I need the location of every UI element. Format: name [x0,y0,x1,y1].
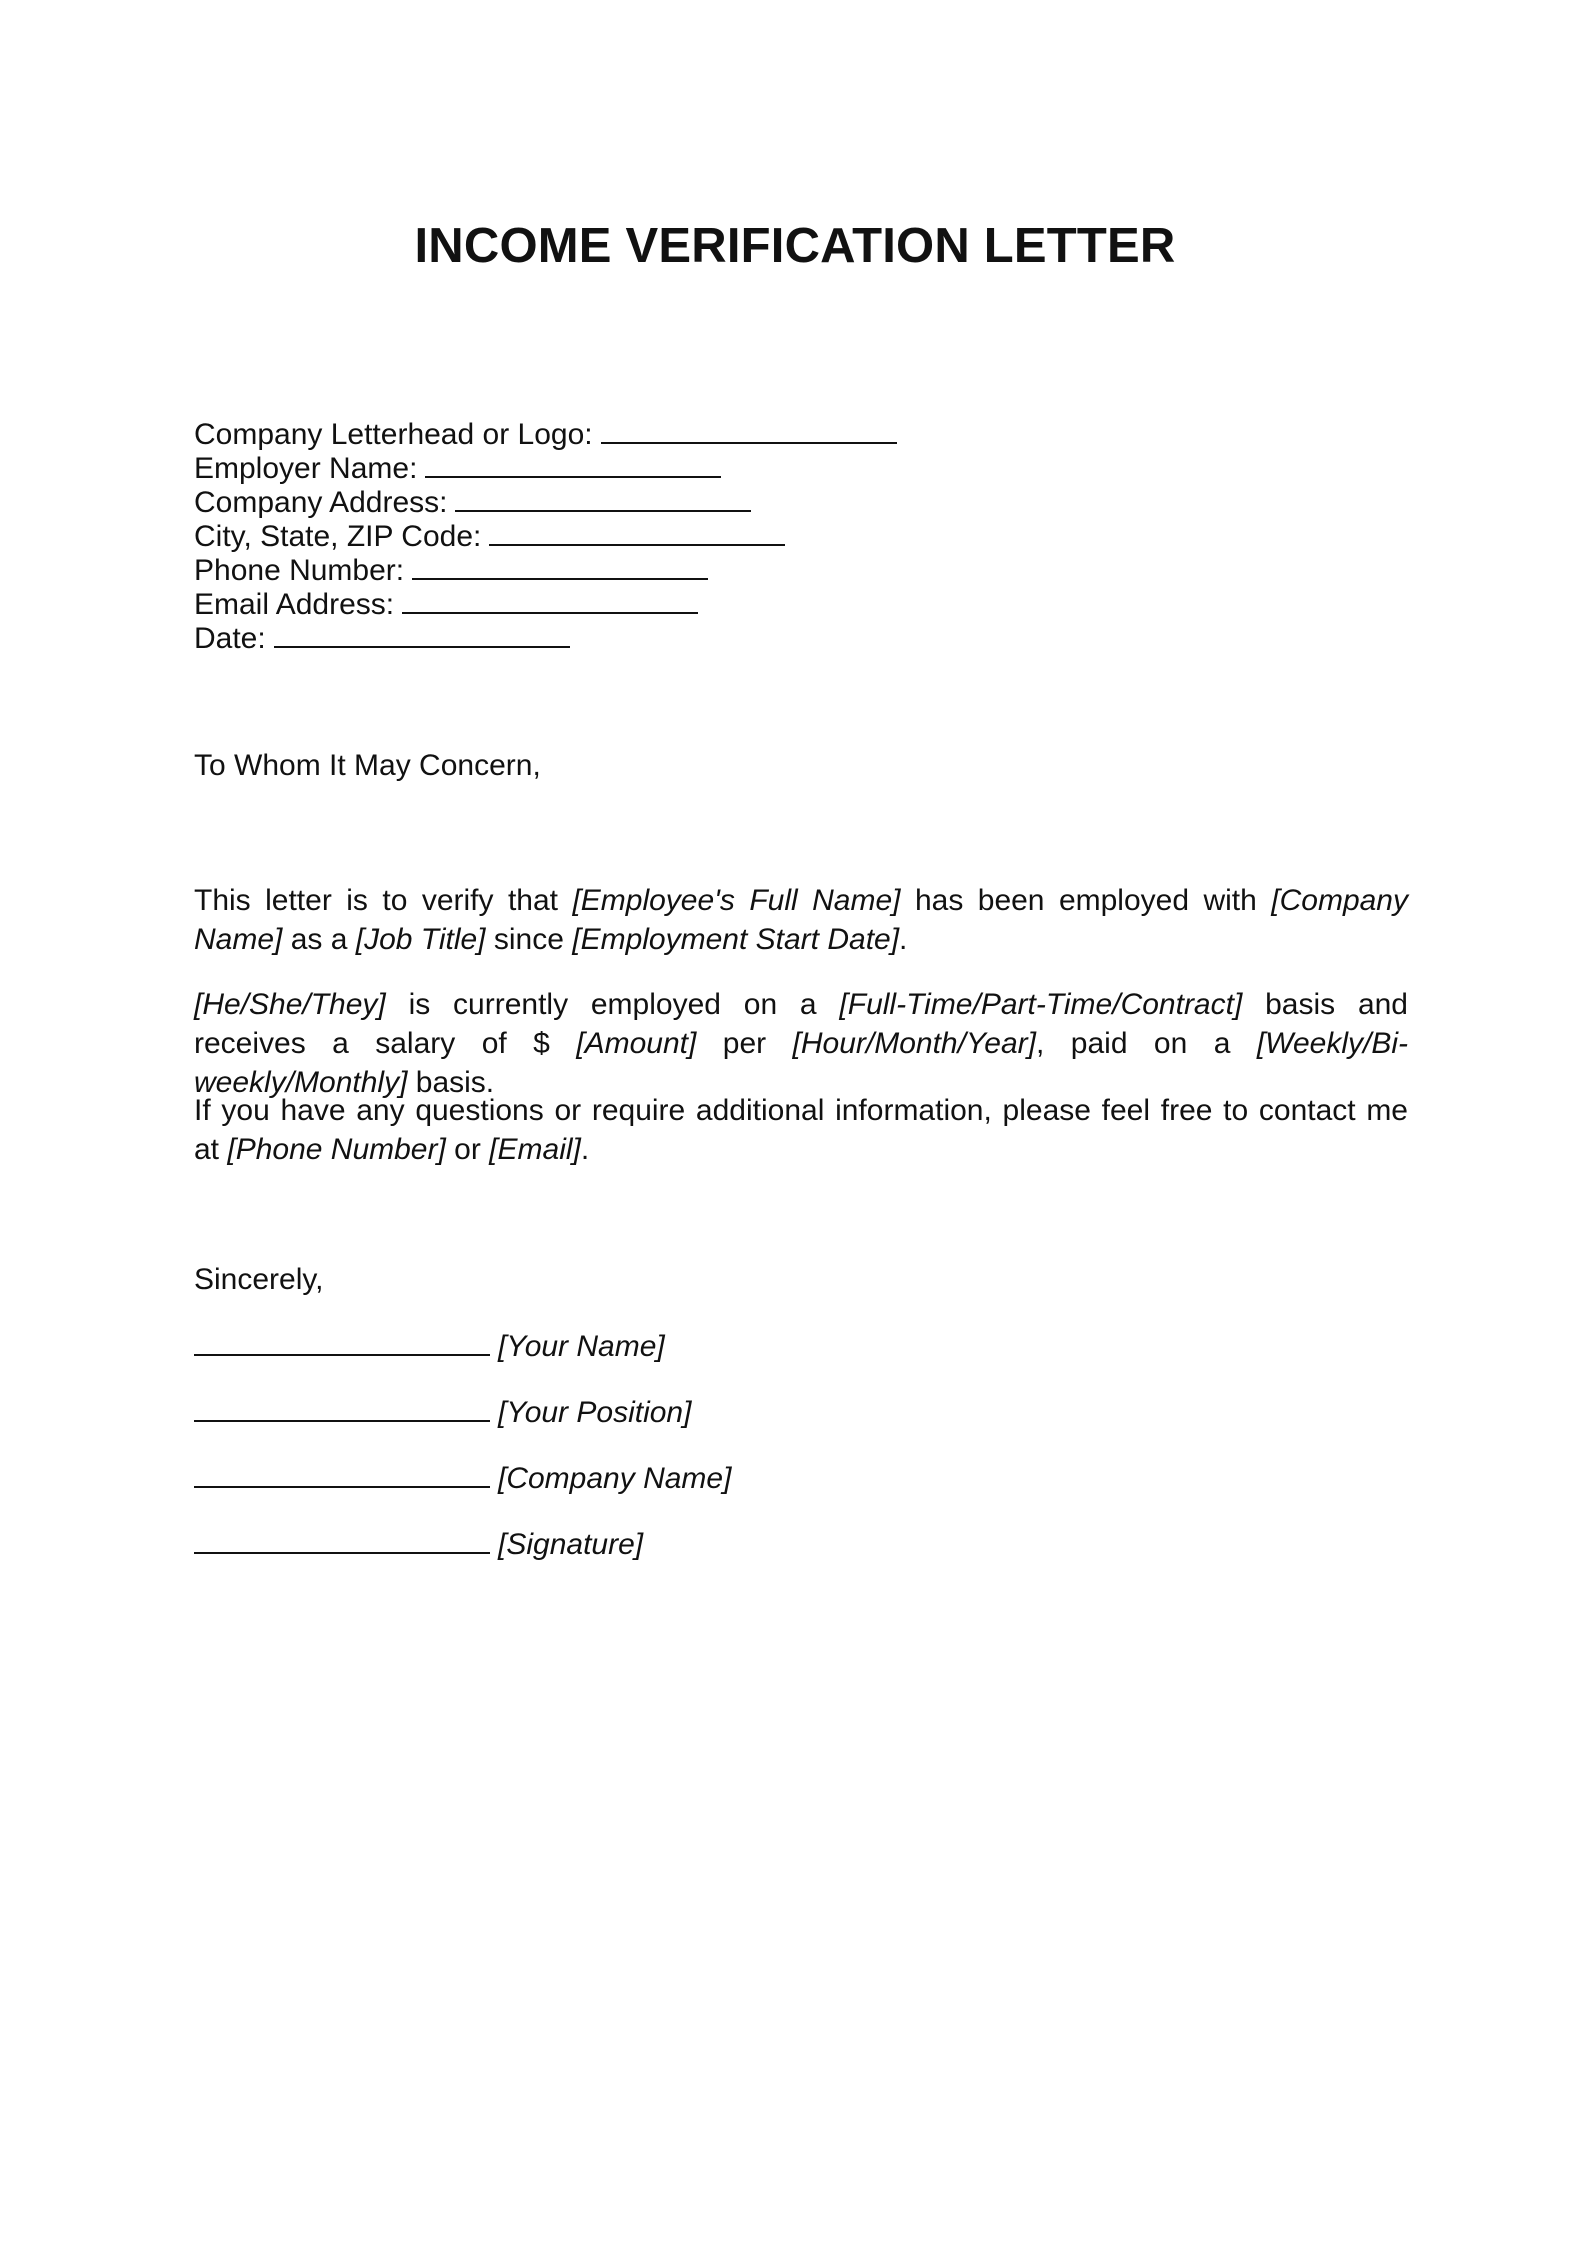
text: since [485,923,573,956]
signature-label: [Your Name] [498,1330,665,1363]
fill-in-blank[interactable] [402,588,698,614]
field-label: Company Address: [194,486,448,519]
document-title: INCOME VERIFICATION LETTER [414,219,1176,273]
paragraph-contact [194,1091,1408,1169]
text: . [580,1133,590,1166]
signature-label: [Signature] [498,1528,644,1561]
field-phone-number [194,554,897,588]
text: is currently employed on a [385,988,840,1021]
field-label: Email Address: [194,588,395,621]
signature-label: [Your Position] [498,1396,692,1429]
field-label: City, State, ZIP Code: [194,520,482,553]
field-label: Phone Number: [194,554,405,587]
field-email-address [194,588,897,622]
field-label: Company Letterhead or Logo: [194,418,593,451]
placeholder-email: [Email] [489,1133,581,1166]
text: per [696,1027,793,1060]
fill-in-blank[interactable] [601,418,897,444]
placeholder-amount: [Amount] [576,1027,697,1060]
text: as a [282,923,356,956]
placeholder-period: [Hour/Month/Year] [792,1027,1037,1060]
fill-in-blank[interactable] [194,1462,490,1488]
text: . [899,923,908,956]
paragraph-employment [194,881,1408,959]
placeholder-phone: [Phone Number] [227,1133,446,1166]
field-city-state-zip [194,520,897,554]
text: If you have any questions or require additional information, please feel free to contact me at [194,1094,1408,1166]
text: , paid on a [1036,1027,1257,1060]
placeholder-employee-name: [Employee's Full Name] [572,884,901,917]
field-employer-name [194,452,897,486]
fill-in-blank[interactable] [274,622,570,648]
field-date [194,622,897,656]
fill-in-blank[interactable] [455,486,751,512]
text: has been employed with [900,884,1272,917]
signature-row-position [194,1396,731,1462]
fill-in-blank[interactable] [489,520,785,546]
field-label: Date: [194,622,266,655]
fill-in-blank[interactable] [194,1528,490,1554]
salutation: To Whom It May Concern, [194,749,541,782]
placeholder-start-date: [Employment Start Date] [572,923,900,956]
placeholder-pronoun: [He/She/They] [194,988,386,1021]
field-company-address [194,486,897,520]
paragraph-salary [194,985,1408,1102]
field-company-letterhead [194,418,897,452]
fill-in-blank[interactable] [194,1330,490,1356]
text: This letter is to verify that [194,884,573,917]
placeholder-company-name: [Company Name] [194,884,1408,956]
text: basis. [407,1066,495,1099]
placeholder-pay-frequency: [Weekly/Bi-weekly/Monthly] [194,1027,1408,1099]
fill-in-blank[interactable] [412,554,708,580]
placeholder-job-title: [Job Title] [355,923,486,956]
field-label: Employer Name: [194,452,418,485]
closing: Sincerely, [194,1263,324,1296]
text: basis and receives a salary of $ [194,988,1408,1060]
fill-in-blank[interactable] [194,1396,490,1422]
signature-row-name [194,1330,731,1396]
text: or [445,1133,490,1166]
fill-in-blank[interactable] [425,452,721,478]
signature-block [194,1330,731,1594]
placeholder-employment-type: [Full-Time/Part-Time/Contract] [839,988,1243,1021]
signature-row-signature [194,1528,731,1594]
signature-row-company [194,1462,731,1528]
header-fields [194,418,897,656]
signature-label: [Company Name] [498,1462,732,1495]
